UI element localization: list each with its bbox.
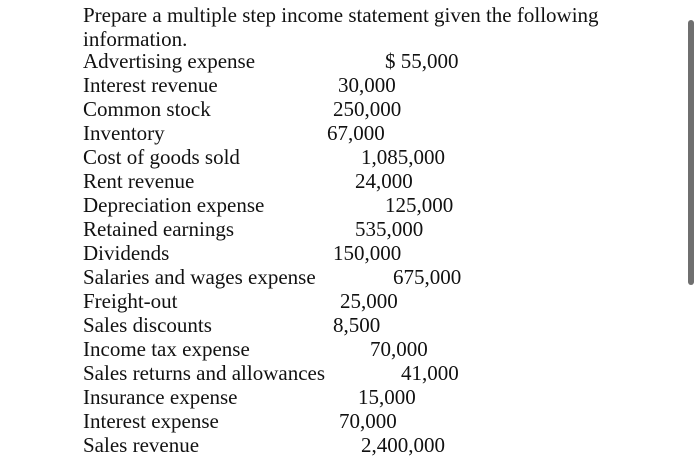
- item-label: Salaries and wages expense: [83, 265, 316, 289]
- item-label: Interest revenue: [83, 73, 218, 97]
- list-item: [0, 265, 700, 289]
- item-label: Common stock: [83, 97, 211, 121]
- item-value: 41,000: [401, 361, 459, 385]
- item-value: 67,000: [327, 121, 385, 145]
- list-item: [0, 409, 700, 433]
- list-item: [0, 169, 700, 193]
- item-value: 15,000: [358, 385, 416, 409]
- item-value: 675,000: [393, 265, 462, 289]
- list-item: [0, 433, 700, 457]
- item-value: 70,000: [339, 409, 397, 433]
- list-item: [0, 361, 700, 385]
- item-label: Freight-out: [83, 289, 178, 313]
- item-label: Retained earnings: [83, 217, 235, 241]
- item-label: Sales returns and allowances: [83, 361, 326, 385]
- item-value: 535,000: [355, 217, 424, 241]
- item-label: Cost of goods sold: [83, 145, 240, 169]
- list-item: [0, 217, 700, 241]
- prompt-line-2: information.: [83, 27, 188, 51]
- list-item: [0, 313, 700, 337]
- item-label: Sales discounts: [83, 313, 212, 337]
- list-item: [0, 49, 700, 73]
- item-label: Depreciation expense: [83, 193, 265, 217]
- item-value: 150,000: [333, 241, 402, 265]
- item-label: Sales revenue: [83, 433, 200, 457]
- item-label: Income tax expense: [83, 337, 250, 361]
- vertical-scrollbar[interactable]: [688, 20, 694, 285]
- list-item: [0, 97, 700, 121]
- item-value: 2,400,000: [361, 433, 445, 457]
- item-value: $ 55,000: [385, 49, 459, 73]
- list-item: [0, 193, 700, 217]
- item-label: Interest expense: [83, 409, 219, 433]
- question-prompt: [83, 3, 643, 51]
- item-label: Inventory: [83, 121, 165, 145]
- list-item: [0, 385, 700, 409]
- list-item: [0, 145, 700, 169]
- item-value: 70,000: [370, 337, 428, 361]
- list-item: [0, 289, 700, 313]
- item-value: 125,000: [385, 193, 454, 217]
- item-label: Dividends: [83, 241, 170, 265]
- list-item: [0, 241, 700, 265]
- item-label: Advertising expense: [83, 49, 256, 73]
- item-label: Rent revenue: [83, 169, 195, 193]
- item-label: Insurance expense: [83, 385, 238, 409]
- item-value: 250,000: [333, 97, 402, 121]
- item-value: 1,085,000: [361, 145, 445, 169]
- item-value: 8,500: [333, 313, 381, 337]
- list-item: [0, 337, 700, 361]
- prompt-line-1: Prepare a multiple step income statement given the following: [83, 3, 599, 27]
- item-value: 24,000: [355, 169, 413, 193]
- list-item: [0, 121, 700, 145]
- list-item: [0, 73, 700, 97]
- item-value: 30,000: [338, 73, 396, 97]
- item-value: 25,000: [340, 289, 398, 313]
